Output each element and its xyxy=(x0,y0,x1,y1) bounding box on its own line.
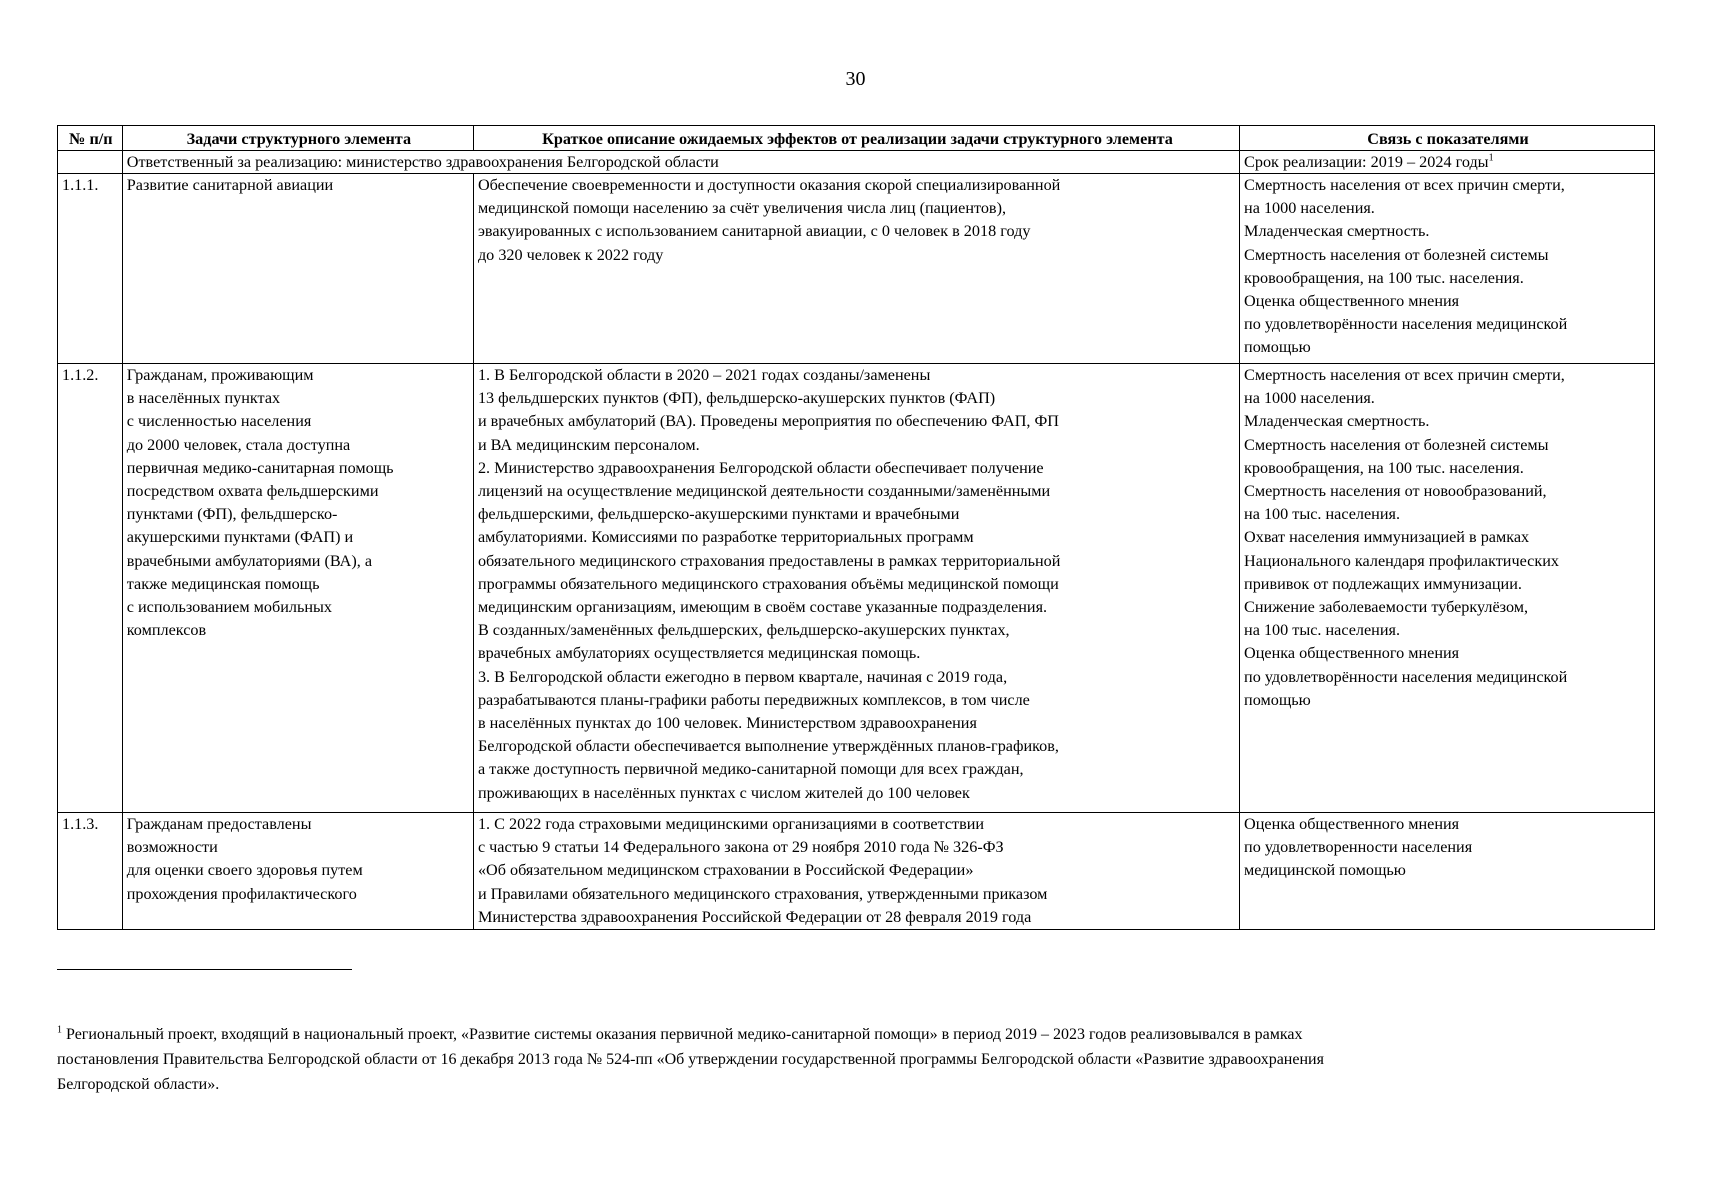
cell-line: до 2000 человек, стала доступна xyxy=(126,435,351,454)
header-links: Связь с показателями xyxy=(1240,126,1655,151)
cell-line: помощью xyxy=(1244,690,1311,709)
cell-line: Гражданам, проживающим xyxy=(126,366,314,384)
cell-line: в населённых пунктах до 100 человек. Министерством здравоохранения xyxy=(477,714,977,733)
term-cell xyxy=(1240,151,1655,174)
header-num: № п/п xyxy=(58,126,123,151)
cell-line: Национального календаря профилактических xyxy=(1244,551,1559,570)
cell-line: 1. В Белгородской области в 2020 – 2021 годах созданы/заменены xyxy=(477,366,931,384)
footnote-separator xyxy=(57,969,352,970)
cell-line: акушерскими пунктами (ФАП) и xyxy=(126,528,354,547)
cell-line: Смертность населения от всех причин смерти, xyxy=(1244,366,1565,384)
row-effects xyxy=(473,174,1239,364)
cell-line: фельдшерскими, фельдшерско-акушерскими пунктами и врачебными xyxy=(477,505,960,524)
row-num: 1.1.1. xyxy=(58,174,123,364)
cell-line: на 1000 населения. xyxy=(1244,389,1375,408)
responsible-empty-cell xyxy=(58,151,123,174)
footnote-marker: 1 xyxy=(57,1024,62,1036)
cell-line: обязательного медицинского страхования предоставлены в рамках территориальной xyxy=(477,551,1061,570)
footnote-line: постановления Правительства Белгородской области от 16 декабря 2013 года № 524-пп «Об утверждении государственной программы Белгородской области «Развитие здравоохранения xyxy=(57,1051,1324,1068)
footnote-line: Белгородской области». xyxy=(57,1076,220,1093)
cell-line: Смертность населения от болезней системы xyxy=(1244,245,1549,264)
cell-line: «Об обязательном медицинском страховании в Российской Федерации» xyxy=(477,861,974,880)
cell-line: а также доступность первичной медико-санитарной помощи для всех граждан, xyxy=(477,760,1024,779)
cell-line: медицинской помощи населению за счёт увеличения числа лиц (пациентов), xyxy=(477,199,1007,218)
table-header-row xyxy=(58,126,1655,151)
cell-line: для оценки своего здоровья путем xyxy=(126,861,363,880)
row-num: 1.1.3. xyxy=(58,813,123,930)
cell-line: прохождения профилактического xyxy=(126,884,357,903)
cell-line: Снижение заболеваемости туберкулёзом, xyxy=(1244,598,1529,617)
header-tasks: Задачи структурного элемента xyxy=(122,126,473,151)
row-task xyxy=(122,364,473,813)
cell-line: врачебными амбулаториями (ВА), а xyxy=(126,551,373,570)
cell-line: по удовлетворённости населения медицинской xyxy=(1244,667,1568,686)
responsible-cell: Ответственный за реализацию: министерство здравоохранения Белгородской области xyxy=(122,151,1239,174)
cell-line: эвакуированных с использованием санитарной авиации, с 0 человек в 2018 году xyxy=(477,222,1031,241)
page-number: 30 xyxy=(845,68,866,90)
cell-line: Младенческая смертность. xyxy=(1244,412,1430,431)
cell-line: кровообращения, на 100 тыс. населения. xyxy=(1244,268,1524,287)
cell-line: до 320 человек к 2022 году xyxy=(477,245,664,264)
cell-line: 1. С 2022 года страховыми медицинскими организациями в соответствии xyxy=(477,815,985,833)
cell-line: прививок от подлежащих иммунизации. xyxy=(1244,574,1522,593)
cell-line: лицензий на осуществление медицинской деятельности созданными/заменёнными xyxy=(477,482,1051,501)
cell-line: помощью xyxy=(1244,338,1311,357)
cell-line: на 1000 населения. xyxy=(1244,199,1375,218)
cell-line: Развитие санитарной авиации xyxy=(126,176,334,194)
row-num: 1.1.2. xyxy=(58,364,123,813)
cell-line: с численностью населения xyxy=(126,412,312,431)
cell-line: комплексов xyxy=(126,621,207,640)
cell-line: Гражданам предоставлены xyxy=(126,815,312,833)
cell-line: и врачебных амбулаторий (ВА). Проведены мероприятия по обеспечению ФАП, ФП xyxy=(477,412,1059,431)
cell-line: по удовлетворённости населения медицинской xyxy=(1244,315,1568,334)
cell-line: разрабатываются планы-графики работы передвижных комплексов, в том числе xyxy=(477,690,1030,709)
cell-line: кровообращения, на 100 тыс. населения. xyxy=(1244,458,1524,477)
cell-line: Смертность населения от болезней системы xyxy=(1244,435,1549,454)
row-effects xyxy=(473,813,1239,930)
cell-line: врачебных амбулаториях осуществляется медицинская помощь. xyxy=(477,644,921,663)
term-text: Срок реализации: 2019 – 2024 годы xyxy=(1244,153,1489,171)
cell-line: 2. Министерство здравоохранения Белгородской области обеспечивает получение xyxy=(477,458,1044,477)
cell-line: проживающих в населённых пунктах с числом жителей до 100 человек xyxy=(477,783,970,802)
cell-line: Младенческая смертность. xyxy=(1244,222,1430,241)
row-task xyxy=(122,174,473,364)
cell-line: Смертность населения от новообразований, xyxy=(1244,482,1547,501)
cell-line: на 100 тыс. населения. xyxy=(1244,505,1400,524)
term-footnote-marker: 1 xyxy=(1488,152,1494,164)
cell-line: медицинским организациям, имеющим в своём составе указанные подразделения. xyxy=(477,598,1048,617)
cell-line: амбулаториями. Комиссиями по разработке территориальных программ xyxy=(477,528,974,547)
table-row xyxy=(58,174,1655,364)
row-task xyxy=(122,813,473,930)
cell-line: Белгородской области обеспечивается выполнение утверждённых планов-графиков, xyxy=(477,737,1059,756)
cell-line: с частью 9 статьи 14 Федерального закона от 29 ноября 2010 года № 326-ФЗ xyxy=(477,838,1004,857)
cell-line: возможности xyxy=(126,838,218,857)
row-links xyxy=(1240,364,1655,813)
cell-line: в населённых пунктах xyxy=(126,389,281,408)
cell-line: посредством охвата фельдшерскими xyxy=(126,482,379,501)
cell-line: и ВА медицинским персоналом. xyxy=(477,435,700,454)
cell-line: также медицинская помощь xyxy=(126,574,320,593)
table-row xyxy=(58,813,1655,930)
cell-line: Оценка общественного мнения xyxy=(1244,292,1460,311)
cell-line: Охват населения иммунизацией в рамках xyxy=(1244,528,1530,547)
cell-line: Министерства здравоохранения Российской Федерации от 28 февраля 2019 года xyxy=(477,907,1032,926)
cell-line: 3. В Белгородской области ежегодно в первом квартале, начиная с 2019 года, xyxy=(477,667,1008,686)
footnote-line: Региональный проект, входящий в национальный проект, «Развитие системы оказания первичной медико-санитарной помощи» в период 2019 – 2023 годов реализовывался в рамках xyxy=(66,1026,1303,1043)
cell-line: пунктами (ФП), фельдшерско- xyxy=(126,505,338,524)
cell-line: по удовлетворенности населения xyxy=(1244,838,1473,857)
cell-line: с использованием мобильных xyxy=(126,598,332,617)
cell-line: первичная медико-санитарная помощь xyxy=(126,458,394,477)
cell-line: В созданных/заменённых фельдшерских, фельдшерско-акушерских пунктах, xyxy=(477,621,1010,640)
structural-elements-table xyxy=(57,125,1655,930)
cell-line: Оценка общественного мнения xyxy=(1244,815,1460,833)
cell-line: 13 фельдшерских пунктов (ФП), фельдшерско-акушерских пунктов (ФАП) xyxy=(477,389,996,408)
cell-line: Обеспечение своевременности и доступности оказания скорой специализированной xyxy=(477,176,1061,194)
cell-line: на 100 тыс. населения. xyxy=(1244,621,1400,640)
header-effects: Краткое описание ожидаемых эффектов от реализации задачи структурного элемента xyxy=(473,126,1239,151)
table-row xyxy=(58,364,1655,813)
cell-line: программы обязательного медицинского страхования объёмы медицинской помощи xyxy=(477,574,1059,593)
cell-line: и Правилами обязательного медицинского страхования, утвержденными приказом xyxy=(477,884,1048,903)
cell-line: медицинской помощью xyxy=(1244,861,1406,880)
row-effects xyxy=(473,364,1239,813)
row-links xyxy=(1240,174,1655,364)
footnote xyxy=(57,1022,1657,1097)
responsible-row xyxy=(58,151,1655,174)
row-links xyxy=(1240,813,1655,930)
cell-line: Оценка общественного мнения xyxy=(1244,644,1460,663)
cell-line: Смертность населения от всех причин смерти, xyxy=(1244,176,1565,194)
